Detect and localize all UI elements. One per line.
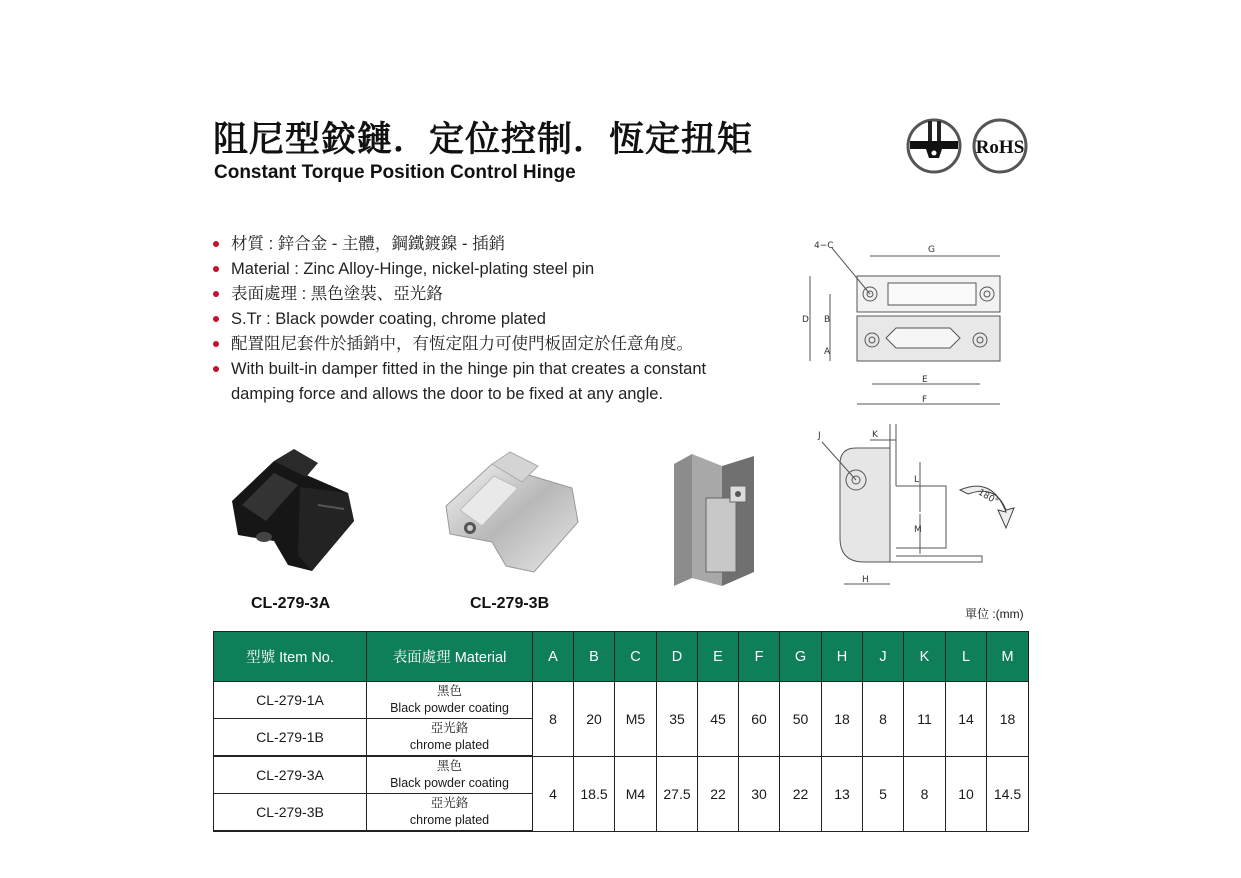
col-header: G — [780, 632, 822, 682]
spec-item: 配置阻尼套件於插銷中，有恆定阻力可使門板固定於任意角度。 — [212, 332, 772, 357]
col-header: C — [615, 632, 657, 682]
item-no-cell: CL-279-1B — [214, 719, 367, 757]
dim-cell: 4 — [533, 756, 574, 831]
material-cell — [367, 756, 533, 794]
col-header: K — [904, 632, 946, 682]
angle-label: 180° — [976, 487, 1000, 508]
page-title-en: Constant Torque Position Control Hinge — [214, 162, 576, 183]
table-header-row — [214, 632, 1029, 682]
dim-cell: M4 — [615, 756, 657, 831]
col-header: F — [739, 632, 780, 682]
col-header: H — [822, 632, 863, 682]
col-header: 型號 Item No. — [214, 632, 367, 682]
dimension-drawing-top — [800, 236, 1010, 414]
dim-cell: 14.5 — [987, 756, 1029, 831]
dim-label-l: L — [914, 475, 920, 485]
material-en: chrome plated — [409, 813, 490, 827]
page-title-zh: 阻尼型鉸鏈．定位控制．恆定扭矩 — [213, 120, 754, 160]
dim-cell: 18.5 — [574, 756, 615, 831]
dim-cell: 11 — [904, 682, 946, 757]
dim-cell: 8 — [863, 682, 904, 757]
dim-label-e: E — [922, 375, 928, 385]
item-no-cell: CL-279-3A — [214, 756, 367, 794]
spec-item: 表面處理 : 黑色塗裝、亞光鉻 — [212, 282, 772, 307]
spec-item: With built-in damper fitted in the hinge pin that creates a constant — [212, 357, 772, 382]
dim-cell: 30 — [739, 756, 780, 831]
col-header: L — [946, 632, 987, 682]
table-row — [214, 756, 1029, 794]
product-label-3b: CL-279-3B — [470, 595, 550, 612]
spec-item: 材質 : 鋅合金 - 主體，鋼鐵鍍鎳 - 插銷 — [212, 232, 772, 257]
dim-cell: 45 — [698, 682, 739, 757]
product-image-black-hinge — [228, 443, 364, 579]
material-zh: 黑色 — [436, 759, 462, 773]
material-zh: 亞光鉻 — [430, 721, 469, 735]
material-en: Black powder coating — [390, 701, 509, 715]
dim-cell: 10 — [946, 756, 987, 831]
material-en: chrome plated — [409, 738, 490, 752]
rohs-badge-icon — [974, 120, 1026, 172]
dim-cell: 18 — [987, 682, 1029, 757]
product-image-chrome-hinge — [442, 446, 584, 578]
dim-label-c: 4−C — [814, 241, 834, 251]
dim-label-m: M — [914, 525, 922, 535]
material-en: Black powder coating — [390, 776, 509, 790]
dim-cell: 14 — [946, 682, 987, 757]
dim-label-j: J — [818, 431, 821, 441]
material-zh: 亞光鉻 — [430, 796, 469, 810]
dim-cell: 60 — [739, 682, 780, 757]
dim-cell: 8 — [533, 682, 574, 757]
dim-label-h: H — [862, 575, 869, 585]
spec-item-continued: damping force and allows the door to be fixed at any angle. — [231, 385, 664, 403]
dim-cell: 27.5 — [657, 756, 698, 831]
dim-cell: 22 — [698, 756, 739, 831]
dim-cell: M5 — [615, 682, 657, 757]
col-header: B — [574, 632, 615, 682]
col-header: M — [987, 632, 1029, 682]
dim-cell: 18 — [822, 682, 863, 757]
spec-table — [213, 631, 1029, 832]
hinge-type-icon — [908, 120, 960, 172]
dim-cell: 20 — [574, 682, 615, 757]
dim-label-b: B — [824, 315, 831, 325]
item-no-cell: CL-279-1A — [214, 682, 367, 719]
spec-item: S.Tr : Black powder coating, chrome plated — [212, 307, 772, 332]
dim-label-k: K — [872, 430, 878, 440]
certification-badges — [906, 117, 1030, 175]
material-cell — [367, 682, 533, 719]
spec-item: Material : Zinc Alloy-Hinge, nickel-plating steel pin — [212, 257, 772, 282]
dim-cell: 5 — [863, 756, 904, 831]
dim-label-g: G — [928, 245, 935, 255]
col-header: 表面處理 Material — [367, 632, 533, 682]
material-cell — [367, 719, 533, 757]
rohs-text: RoHS — [975, 137, 1025, 158]
dim-label-f: F — [922, 395, 928, 405]
material-zh: 黑色 — [436, 684, 462, 698]
col-header: D — [657, 632, 698, 682]
dim-cell: 50 — [780, 682, 822, 757]
unit-note: 單位 :(mm) — [965, 607, 1024, 621]
material-cell — [367, 794, 533, 832]
col-header: J — [863, 632, 904, 682]
col-header: A — [533, 632, 574, 682]
dim-cell: 13 — [822, 756, 863, 831]
item-no-cell: CL-279-3B — [214, 794, 367, 832]
dimension-drawing-side — [810, 424, 1020, 592]
col-header: E — [698, 632, 739, 682]
dim-label-d: D — [802, 315, 809, 325]
spec-list — [212, 232, 772, 407]
dim-cell: 8 — [904, 756, 946, 831]
dim-cell: 22 — [780, 756, 822, 831]
product-label-3a: CL-279-3A — [251, 595, 331, 612]
table-row — [214, 682, 1029, 719]
installation-illustration — [670, 452, 758, 588]
dim-label-a: A — [824, 347, 831, 357]
dim-cell: 35 — [657, 682, 698, 757]
